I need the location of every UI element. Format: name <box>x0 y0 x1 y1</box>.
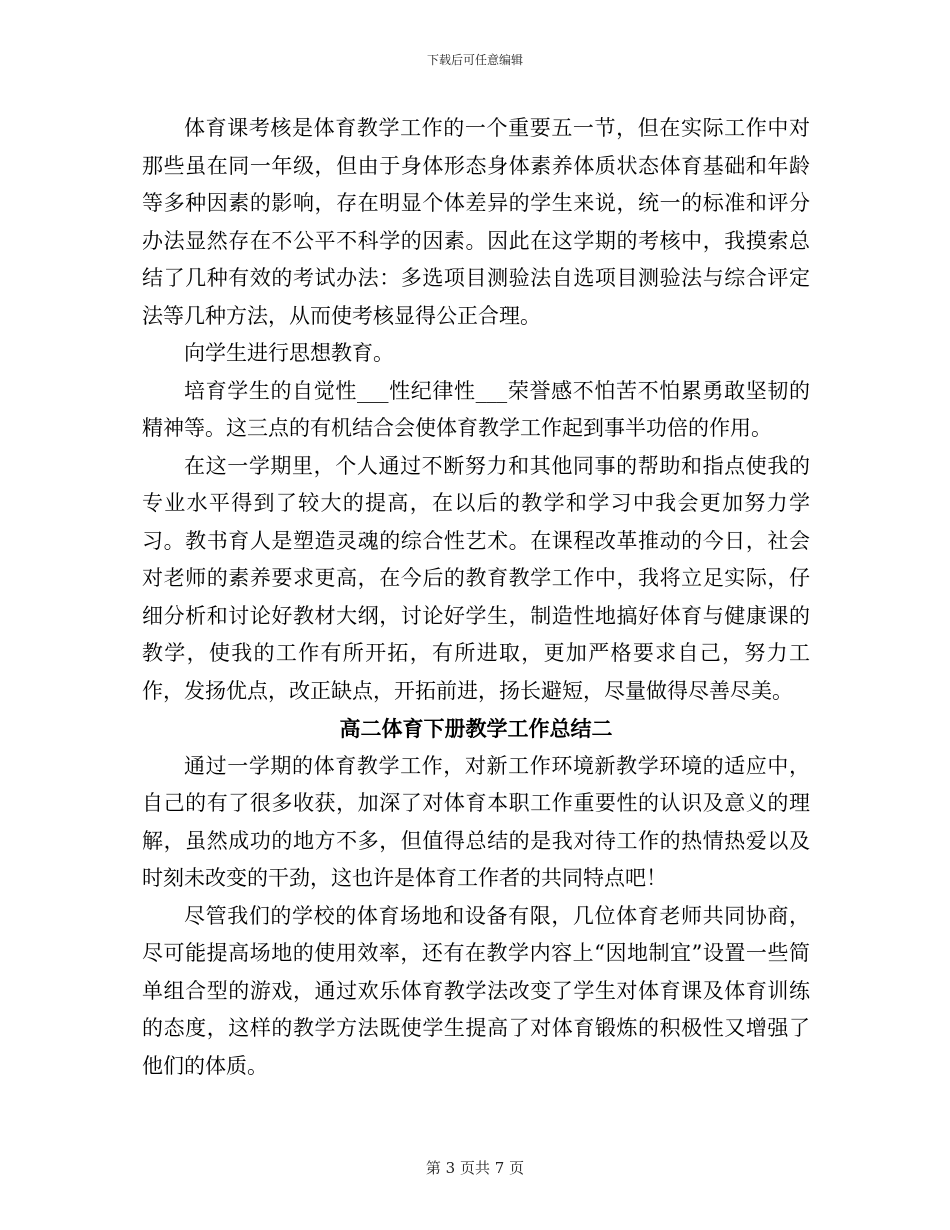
paragraph-semester-summary: 通过一学期的体育教学工作，对新工作环境新教学环境的适应中，自己的有了很多收获，加深了对体育本职工作重要性的认识及意义的理解，虽然成功的地方不多，但值得总结的是我对待工作的热情热爱以及时刻未改变的干劲，这也许是体育工作者的共同特点吧！ <box>142 753 810 890</box>
paragraph-facilities: 尽管我们的学校的体育场地和设备有限，几位体育老师共同协商，尽可能提高场地的使用效率，还有在教学内容上“因地制宜”设置一些简单组合型的游戏，通过欢乐体育教学法改变了学生对体育课及体育训练的态度，这样的教学方法既使学生提高了对体育锻炼的积极性又增强了他们的体质。 <box>142 903 810 1078</box>
paragraph-improvement: 在这一学期里，个人通过不断努力和其他同事的帮助和指点使我的专业水平得到了较大的提高，在以后的教学和学习中我会更加努力学习。教书育人是塑造灵魂的综合性艺术。在课程改革推动的今日，社会对老师的素养要求更高，在今后的教育教学工作中，我将立足实际，仔细分析和讨论好教材大纲，讨论好学生，制造性地搞好体育与健康课的教学，使我的工作有所开拓，有所进取，更加严格要求自己，努力工作，发扬优点，改正缺点，开拓前进，扬长避短，尽量做得尽善尽美。 <box>142 453 810 703</box>
section-title: 高二体育下册教学工作总结二 <box>339 716 613 741</box>
page-header: 下载后可任意编辑 <box>426 53 523 67</box>
paragraph-assessment: 体育课考核是体育教学工作的一个重要五一节，但在实际工作中对那些虽在同一年级，但由于身体形态身体素养体质状态体育基础和年龄等多种因素的影响，存在明显个体差异的学生来说，统一的标准和评分办法显然存在不公平不科学的因素。因此在这学期的考核中，我摸索总结了几种有效的考试办法：多选项目测验法自选项目测验法与综合评定法等几种方法，从而使考核显得公正合理。 <box>142 116 810 328</box>
page-number: 第 3 页共 7 页 <box>425 1159 525 1177</box>
paragraph-cultivation: 培育学生的自觉性___性纪律性___荣誉感不怕苦不怕累勇敢坚韧的精神等。这三点的有机结合会使体育教学工作起到事半功倍的作用。 <box>142 378 810 440</box>
document-body <box>142 110 810 1085</box>
paragraph-ideology: 向学生进行思想教育。 <box>184 341 394 365</box>
